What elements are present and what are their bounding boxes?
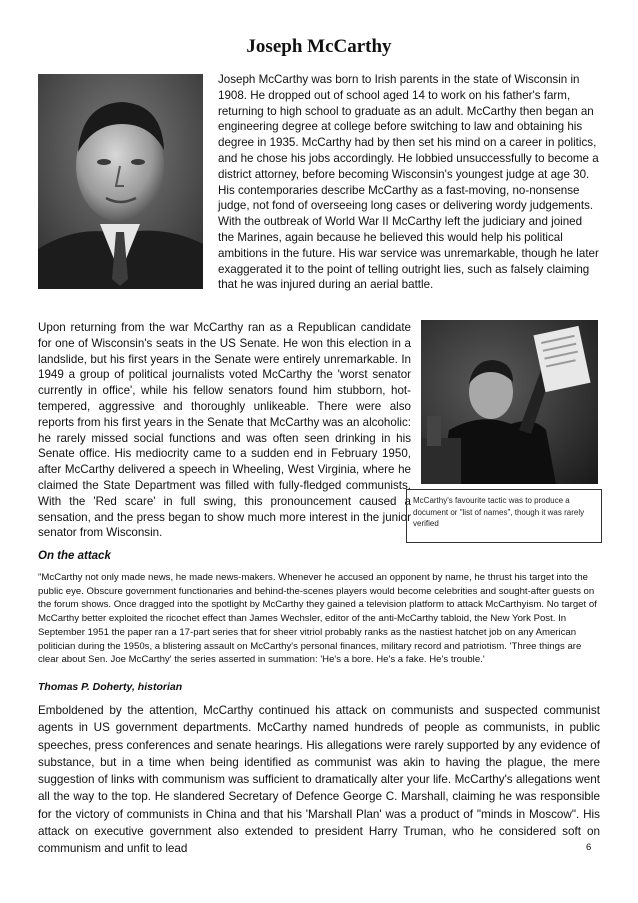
senate-career-paragraph: Upon returning from the war McCarthy ran as a Republican candidate for one of Wisconsin's seats in the US Senate. He won this election in a landslide, but his first years in the Senate were entirely unremarkable. In 1949 a group of political journalists voted McCarthy the 'worst senator currently in office', while his fellow senators found him stubborn, hot-tempered, aggressive and thoroughly unlikeable. There were also reports from his first years in the Senate that McCarthy was an alcoholic: he rarely missed social functions and was often seen drinking in his Senate office. His mediocrity came to a sudden end in February 1950, after McCarthy delivered a speech in Wheeling, West Virginia, where he claimed the State Department was filled with fully-fledged communists. With the 'Red scare' in full swing, this pronouncement caused a sensation, and the press began to show much more interest in the junior senator from Wisconsin. bbox=[38, 321, 411, 540]
historian-quote: "McCarthy not only made news, he made news-makers. Whenever he accused an opponent by name, he thrust his target into the public eye. Obscure government functionaries and behind-the-scenes players would become celebrities and sought-after guests on the forum shows. Once dragged into the spotlight by McCarthy they gained a television platform to attack McCarthyism. No target of McCarthy better exploited the ricochet effect than James Wechsler, editor of the anti-McCarthy tabloid, the New York Post. In September 1951 the paper ran a 17-part series that for sheer vitriol probably ranks as the nastiest hatchet job on any American politician during the 1950s, a blistering assault on McCarthy's personal finances, military record and patriotism. 'Three things are clear about Sen. Joe McCarthy' the series asserted in summation: 'He's a bore. He's a fake. He's trouble.' bbox=[38, 572, 597, 666]
page-number: 6 bbox=[586, 842, 592, 853]
mccarthy-portrait-photo bbox=[38, 74, 203, 289]
photo-caption: McCarthy's favourite tactic was to produce a document or "list of names", though it was rarely verified bbox=[406, 489, 602, 543]
biography-paragraph: Joseph McCarthy was born to Irish parents in the state of Wisconsin in 1908. He dropped out of school aged 14 to work on his father's farm, returning to high school to graduate as an adult. McCarthy then began an engineering degree at college before switching to law and obtaining his degree in 1935. McCarthy had by then set his mind on a career in politics, and he chose his jobs accordingly. He lobbied unsuccessfully to become a district attorney, before becoming Wisconsin's youngest judge at age 30. His contemporaries describe McCarthy as a fast-moving, no-nonsense judge, not fond of overseeing long cases or delivering wordy judgements. With the outbreak of World War II McCarthy left the judiciary and joined the Marines, again because he believed this would help his political ambitions in the future. His war service was unremarkable, though he later exaggerated it to the point of telling outright lies, such as falsely claiming that he was injured during an aerial battle. bbox=[218, 73, 599, 292]
mccarthy-speech-photo bbox=[421, 320, 598, 484]
section-heading-on-the-attack: On the attack bbox=[38, 550, 111, 562]
attack-paragraph: Emboldened by the attention, McCarthy continued his attack on communists and suspected communist agents in US government departments. McCarthy named hundreds of people as communists, in public speeches, press conferences and senate hearings. His allegations were rarely supported by any evidence of substance, but in a time when being identified as communist was akin to having the plague, the mere suggestion of links with communism was sufficient to dramatically alter your life. McCarthy's allegations went all the way to the top. He slandered Secretary of Defence George C. Marshall, claiming he was responsible for the victory of communists in China and that his 'Marshall Plan' was a product of "minds in Moscow". His attack on executive government also extended to president Harry Truman, who he considered soft on communism and unfit to lead bbox=[38, 704, 600, 856]
quote-author: Thomas P. Doherty, historian bbox=[38, 681, 183, 693]
page-title: Joseph McCarthy bbox=[246, 36, 392, 57]
